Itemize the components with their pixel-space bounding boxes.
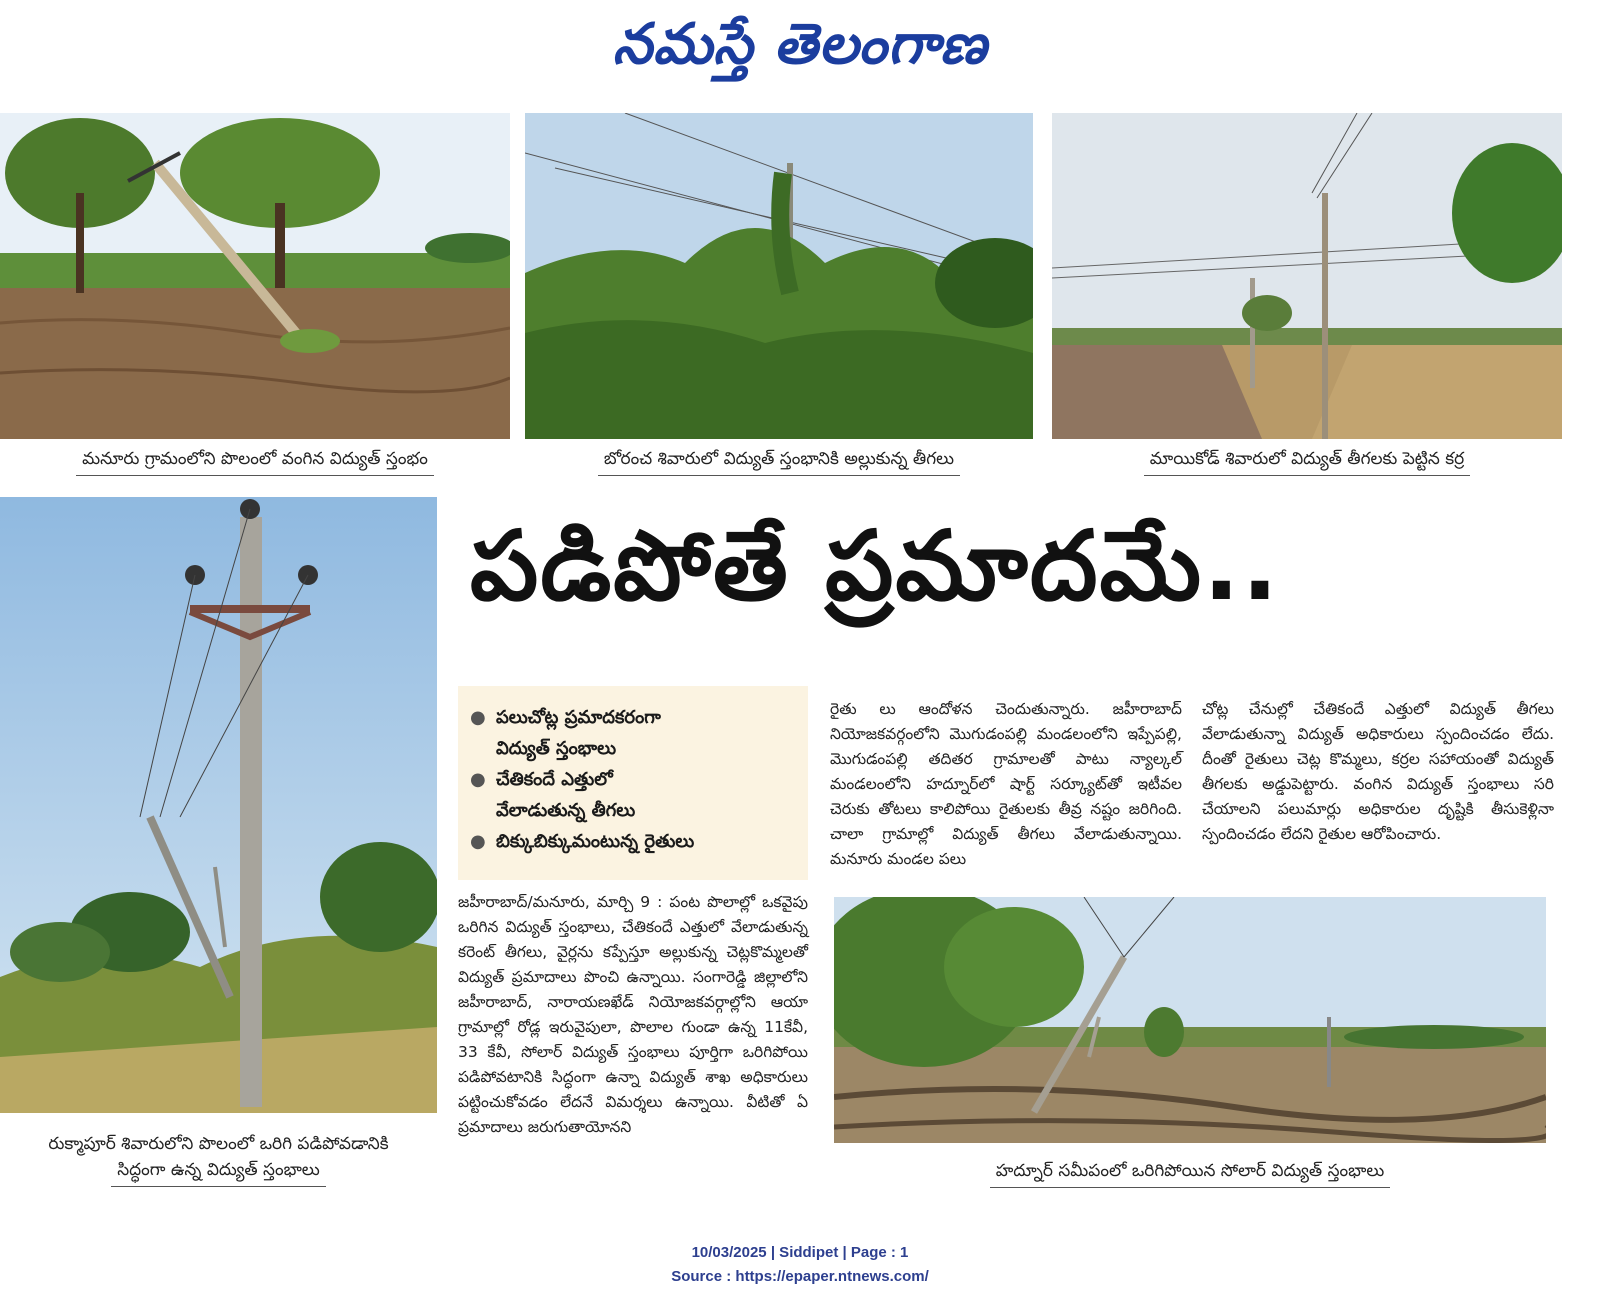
photo-leaning-pole-manuru <box>0 113 510 439</box>
caption-photo5: హద్నూర్ సమీపంలో ఒరిగిపోయిన సోలార్ విద్యుత్ స్తంభాలు <box>834 1158 1546 1188</box>
caption-photo4: రుక్మాపూర్ శివారులోని పొలంలో ఒరిగి పడిపోవడానికి సిద్ధంగా ఉన్న విద్యుత్ స్తంభాలు <box>0 1131 437 1187</box>
article-column-2: రైతు లు ఆందోళన చెందుతున్నారు. జహీరాబాద్ నియోజకవర్గంలోని మొగుడంపల్లి మండలంలోని ఇప్పేపల్లి, మొగుడంపల్లి తదితర గ్రామాలతో పాటు న్యాల్కల్ మండలంలోని హద్నూర్‌లో షార్ట్ సర్క్యూట్‌తో ఇటీవల చెరుకు తోటలు కాలిపోయి రైతులకు తీవ్ర నష్టం జరిగింది. చాలా గ్రామాల్లో విద్యుత్ తీగలు వేలాడుతున్నాయి. మనూరు మండల పలు <box>830 700 1182 868</box>
article-column-1: జహీరాబాద్/మనూరు, మార్చి 9 : పంట పొలాల్లో ఒకవైపు ఒరిగిన విద్యుత్ స్తంభాలు, చేతికందే ఎత్తులో వేలాడుతున్న కరెంట్ తీగలు, వైర్లను కప్పేస్తూ అల్లుకున్న చెట్లకొమ్మలతో విద్యుత్ ప్రమాదాలు పొంచి ఉన్నాయి. సంగారెడ్డి జిల్లాలోని జహీరాబాద్, నారాయణఖేడ్ నియోజకవర్గాల్లోని ఆయా గ్రామాల్లో రోడ్ల ఇరువైపులా, పొలాల గుండా ఉన్న 11కేవీ, 33 కేవీ, సోలార్ విద్యుత్ స్తంభాలు పూర్తిగా ఒరిగిపోయి పడిపోవటానికి సిద్ధంగా ఉన్నా విద్యుత్ శాఖ అధికారులు పట్టించుకోవడం లేదనే విమర్శలు ఉన్నాయి. వీటితో ఏ ప్రమాదాలు జరుగుతాయోనని <box>458 893 808 1136</box>
highlight-item: ● చేతికందే ఎత్తులో వేలాడుతున్న తీగలు <box>470 764 796 826</box>
photo-tall-pole-rukmapur <box>0 497 437 1113</box>
highlight-item: ● పలుచోట్ల ప్రమాదకరంగా విద్యుత్ స్తంభాలు <box>470 702 796 764</box>
highlight-item: ● బిక్కుబిక్కుమంటున్న రైతులు <box>470 826 796 857</box>
photo-vine-pole-boranch <box>525 113 1033 439</box>
masthead-logo <box>560 8 1040 80</box>
article-column-3: చోట్ల చేనుల్లో చేతికందే ఎత్తులో విద్యుత్ తీగలు వేలాడుతున్నా విద్యుత్ అధికారులు స్పందించడం లేదు. దీంతో రైతులు చెట్ల కొమ్మలు, కర్రల సహాయంతో విద్యుత్ తీగలకు అడ్డుపెట్టారు. వంగిన విద్యుత్ స్తంభాలు సరి చేయాలని పలుమార్లు అధికారుల దృష్టికి తీసుకెళ్లినా స్పందించడం లేదని రైతుల ఆరోపించారు. <box>1202 700 1554 843</box>
headline: పడిపోతే ప్రమాదమే.. <box>470 510 1281 622</box>
caption-photo2: బోరంచ శివారులో విద్యుత్ స్తంభానికి అల్లుకున్న తీగలు <box>525 446 1033 476</box>
photo-solar-poles-hadnur <box>834 897 1546 1143</box>
bullet-icon: ● <box>470 707 486 728</box>
footer-date-edition: 10/03/2025 | Siddipet | Page : 1 <box>691 1244 909 1261</box>
bullet-icon: ● <box>470 769 486 790</box>
highlights-box <box>458 686 808 880</box>
photo-stick-wires-mayikod <box>1052 113 1562 439</box>
masthead-title: నమస్తే తెలంగాణ <box>612 11 988 77</box>
caption-photo1: మనూరు గ్రామంలోని పొలంలో వంగిన విద్యుత్ స్తంభం <box>0 446 510 476</box>
bullet-icon: ● <box>470 831 486 852</box>
caption-photo3: మాయికోడ్ శివారులో విద్యుత్ తీగలకు పెట్టిన కర్ర <box>1052 446 1562 476</box>
footer-source-link[interactable]: Source : https://epaper.ntnews.com/ <box>671 1268 929 1285</box>
